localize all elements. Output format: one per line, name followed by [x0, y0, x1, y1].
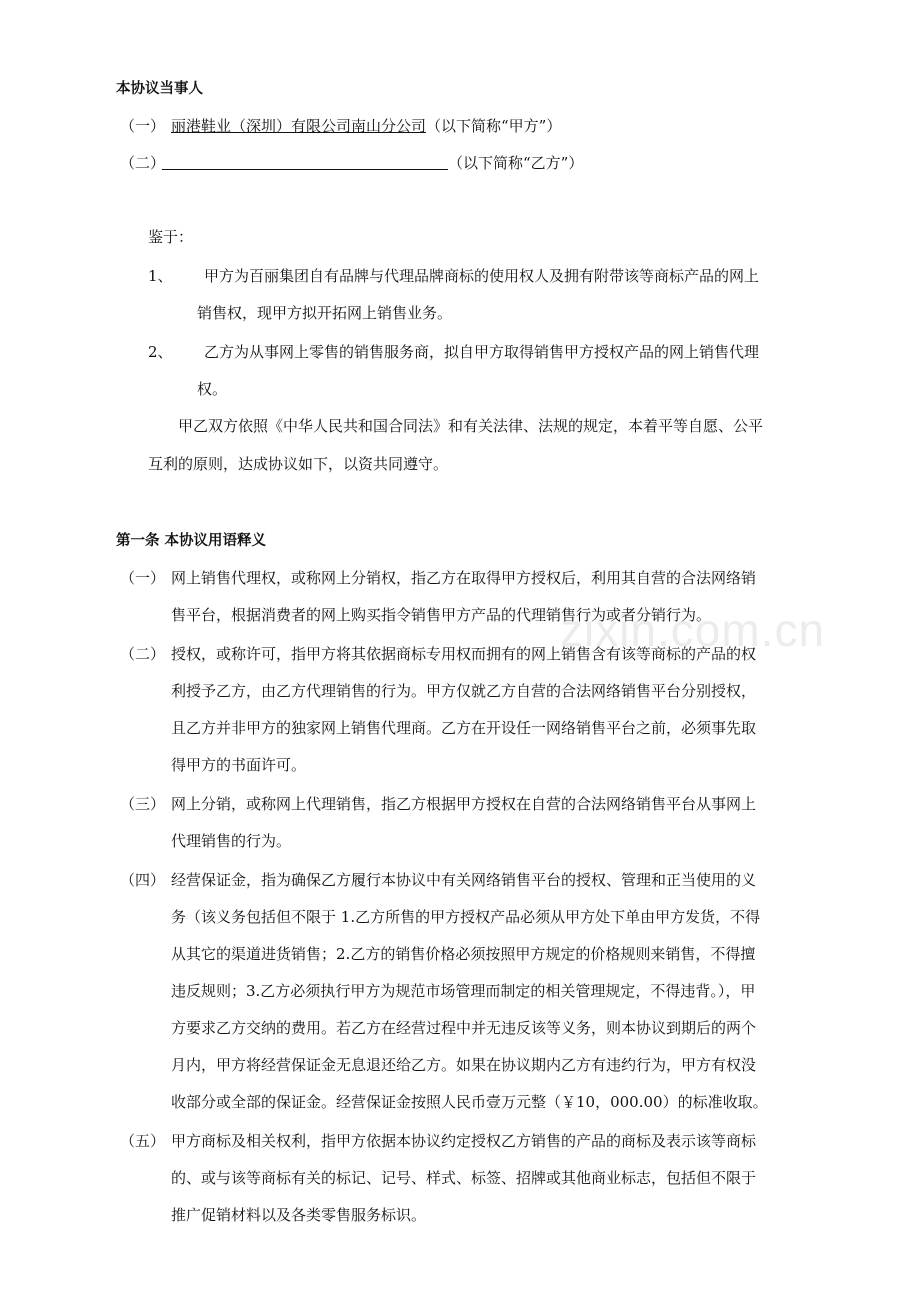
- whereas-item2-number: 2、: [148, 343, 173, 361]
- article1-item2-line3: 且乙方并非甲方的独家网上销售代理商。乙方在开设任一网络销售平台之前，必须事先取: [171, 719, 757, 737]
- whereas-item2-line2: 权。: [197, 380, 228, 398]
- party1-line: [171, 115, 561, 136]
- article1-heading: 第一条 本协议用语释义: [116, 533, 267, 549]
- article1-item1-line2: 售平台，根据消费者的网上购买指令销售甲方产品的代理销售行为或者分销行为。: [171, 606, 712, 624]
- party2-blank-field[interactable]: [162, 153, 448, 170]
- article1-item5-number: （五）: [120, 1132, 166, 1150]
- party1-name: 丽港鞋业（深圳）有限公司南山分公司: [171, 117, 427, 135]
- article1-item4-line1: 经营保证金，指为确保乙方履行本协议中有关网络销售平台的授权、管理和正当使用的义: [171, 871, 757, 889]
- article1-item4-number: （四）: [120, 871, 166, 889]
- article1-item2-number: （二）: [120, 645, 166, 663]
- article1-item3-line2: 代理销售的行为。: [171, 832, 292, 850]
- whereas-para-line2: 互利的原则，达成协议如下，以资共同遵守。: [148, 455, 449, 473]
- article1-item1-line1: 网上销售代理权，或称网上分销权，指乙方在取得甲方授权后，利用其自营的合法网络销: [171, 569, 757, 587]
- article1-item4-line5: 方要求乙方交纳的费用。若乙方在经营过程中并无违反该等义务，则本协议到期后的两个: [171, 1019, 757, 1037]
- article1-item5-line2: 的、或与该等商标有关的标记、记号、样式、标签、招牌或其他商业标志，包括但不限于: [171, 1169, 757, 1187]
- article1-item1-number: （一）: [120, 569, 166, 587]
- article1-item3-line1: 网上分销，或称网上代理销售，指乙方根据甲方授权在自营的合法网络销售平台从事网上: [171, 795, 757, 813]
- whereas-label: 鉴于：: [148, 228, 194, 246]
- article1-item4-line6: 月内，甲方将经营保证金无息退还给乙方。如果在协议期内乙方有违约行为，甲方有权没: [171, 1056, 757, 1074]
- whereas-item1-line1: 甲方为百丽集团自有品牌与代理品牌商标的使用权人及拥有附带该等商标产品的网上: [204, 267, 760, 285]
- article1-item4-line7: 收部分或全部的保证金。经营保证金按照人民币壹万元整（￥10，000.00）的标准收取。: [171, 1093, 768, 1111]
- article1-item4-line4: 违反规则；3.乙方必须执行甲方为规范市场管理而制定的相关管理规定，不得违背。），甲: [171, 982, 756, 1000]
- party2-number: （二）: [120, 154, 166, 172]
- whereas-item1-line2: 销售权，现甲方拟开拓网上销售业务。: [197, 304, 453, 322]
- watermark: zixin.com.cn: [560, 604, 826, 656]
- whereas-item1-number: 1、: [148, 267, 173, 285]
- article1-item2-line2: 利授予乙方，由乙方代理销售的行为。甲方仅就乙方自营的合法网络销售平台分别授权，: [171, 682, 757, 700]
- whereas-para-line1: 甲乙双方依照《中华人民共和国合同法》和有关法律、法规的规定，本着平等自愿、公平: [178, 417, 764, 435]
- article1-item4-line3: 从其它的渠道进货销售；2.乙方的销售价格必须按照甲方规定的价格规则来销售，不得擅: [171, 945, 756, 963]
- whereas-item2-line1: 乙方为从事网上零售的销售服务商，拟自甲方取得销售甲方授权产品的网上销售代理: [204, 343, 760, 361]
- party2-line: [162, 152, 583, 173]
- parties-heading: 本协议当事人: [116, 81, 203, 97]
- article1-item2-line4: 得甲方的书面许可。: [171, 756, 307, 774]
- party1-number: （一）: [120, 117, 166, 135]
- party2-suffix: （以下简称“乙方”）: [448, 154, 584, 172]
- party1-suffix: （以下简称“甲方”）: [426, 117, 562, 135]
- article1-item3-number: （三）: [120, 795, 166, 813]
- article1-item4-line2: 务（该义务包括但不限于 1.乙方所售的甲方授权产品必须从甲方处下单由甲方发货，不得: [171, 908, 761, 926]
- article1-item2-line1: 授权，或称许可，指甲方将其依据商标专用权而拥有的网上销售含有该等商标的产品的权: [171, 645, 757, 663]
- article1-item5-line1: 甲方商标及相关权利，指甲方依据本协议约定授权乙方销售的产品的商标及表示该等商标: [171, 1132, 757, 1150]
- article1-item5-line3: 推广促销材料以及各类零售服务标识。: [171, 1206, 427, 1224]
